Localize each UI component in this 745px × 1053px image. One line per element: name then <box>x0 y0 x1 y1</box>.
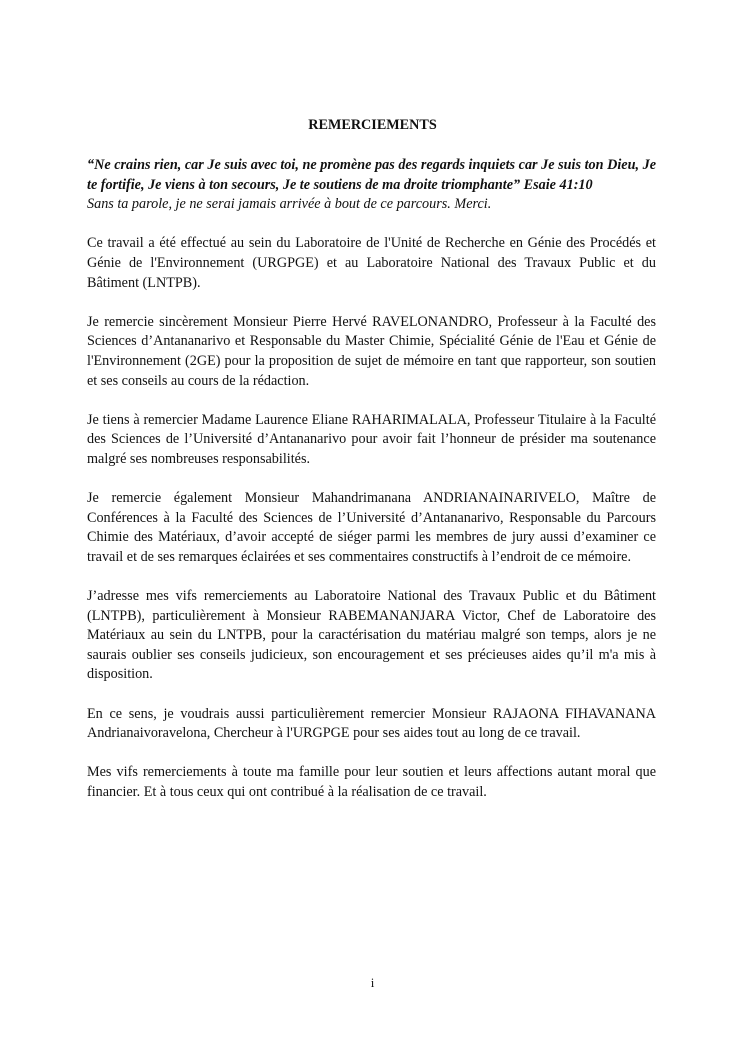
paragraph-laboratories: Ce travail a été effectué au sein du Laboratoire de l'Unité de Recherche en Génie des Procédés et Génie de l'Environnement (URGPGE) et au Laboratoire National des Travaux Public et du Bâtiment (LNTPB). <box>87 235 656 291</box>
paragraph-president: Je tiens à remercier Madame Laurence Eliane RAHARIMALALA, Professeur Titulaire à la Faculté des Sciences de l’Université d’Antananarivo pour avoir fait l’honneur de présider ma soutenance malgré ses nombreuses responsabilités. <box>87 411 656 467</box>
paragraph-rapporteur: Je remercie sincèrement Monsieur Pierre Hervé RAVELONANDRO, Professeur à la Faculté des Sciences d’Antananarivo et Responsable du Master Chimie, Spécialité Génie de l'Eau et Génie de l'Environnement (2GE) pour la proposition de sujet de mémoire en tant que rapporteur, son soutien et ses conseils au cours de la rédaction. <box>87 313 656 389</box>
paragraph-lntpb: J’adresse mes vifs remerciements au Laboratoire National des Travaux Public et du Bâtiment (LNTPB), particulièrement à Monsieur RABEMANANJARA Victor, Chef de Laboratoire des Matériaux au sein du LNTPB, pour la caractérisation du matériau malgré son temps, alors je ne saurais oublier ses conseils judicieux, son encouragement et ses précieuses aides qu’il m'a mis à disposition. <box>87 588 656 683</box>
paragraph-examiner: Je remercie également Monsieur Mahandrimanana ANDRIANAINARIVELO, Maître de Conférences à la Faculté des Sciences de l’Université d’Antananarivo, Responsable du Parcours Chimie des Matériaux, d’avoir accepté de siéger parmi les membres de jury aussi d’examiner ce travail et de ses remarques éclairées et ses commentaires constructifs à l’endroit de ce mémoire. <box>87 490 656 565</box>
page-body <box>87 156 656 803</box>
paragraph-researcher: En ce sens, je voudrais aussi particulièrement remercier Monsieur RAJAONA FIHAVANANA Andrianaivoravelona, Chercheur à l'URGPGE pour ses aides tout au long de ce travail. <box>87 705 656 742</box>
page-title: REMERCIEMENTS <box>308 117 437 133</box>
page-number: i <box>370 975 375 990</box>
bible-quote: “Ne crains rien, car Je suis avec toi, ne promène pas des regards inquiets car Je suis ton Dieu, Je te fortifie, Je viens à ton secours, Je te soutiens de ma droite triomphante” Esaie 41:10 <box>87 157 656 193</box>
quote-note: Sans ta parole, je ne serai jamais arrivée à bout de ce parcours. Merci. <box>87 196 492 213</box>
paragraph-family: Mes vifs remerciements à toute ma famille pour leur soutien et leurs affections autant moral que financier. Et à tous ceux qui ont contribué à la réalisation de ce travail. <box>87 764 656 800</box>
